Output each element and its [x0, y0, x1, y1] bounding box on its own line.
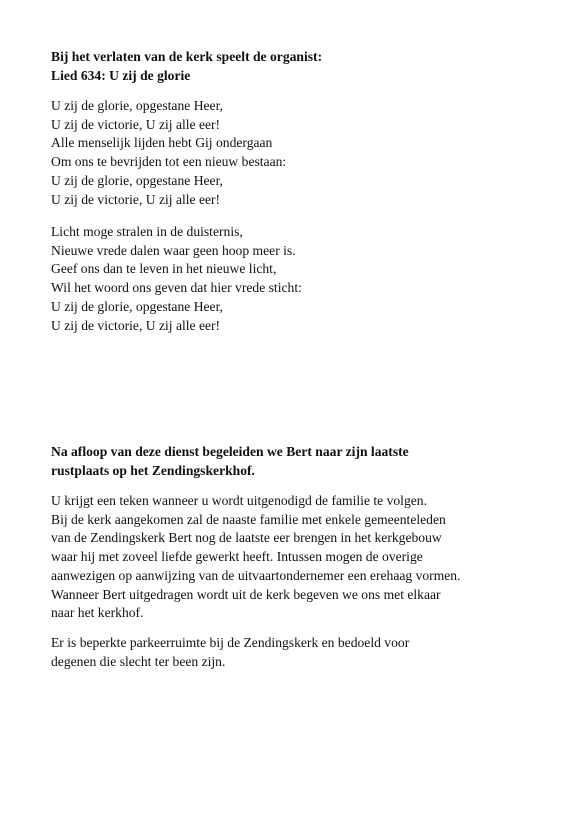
- paragraph-line: Er is beperkte parkeerruimte bij de Zendingskerk en bedoeld voor: [51, 635, 410, 650]
- paragraph-line: naar het kerkhof.: [51, 605, 144, 621]
- verse-line: U zij de victorie, U zij alle eer!: [51, 116, 221, 132]
- paragraph-line: waar hij met zoveel liefde gewerkt heeft. Intussen mogen de overige: [51, 549, 423, 565]
- verse-line: U zij de victorie, U zij alle eer!: [51, 191, 221, 207]
- verse-line: Alle menselijk lijden hebt Gij ondergaan: [51, 135, 273, 151]
- procession-paragraph: [51, 492, 461, 623]
- hymn-verse-1: [51, 97, 286, 209]
- verse-line: U zij de glorie, opgestane Heer,: [51, 172, 223, 188]
- paragraph-line: aanwezigen op aanwijzing van de uitvaartondernemer een erehaag vormen.: [51, 567, 461, 583]
- heading-line: Na afloop van deze dienst begeleiden we Bert naar zijn laatste: [51, 444, 409, 459]
- paragraph-line: degenen die slecht ter been zijn.: [51, 653, 226, 669]
- parking-paragraph: [51, 634, 409, 671]
- burial-heading: [51, 443, 409, 480]
- verse-line: U zij de glorie, opgestane Heer,: [51, 298, 223, 314]
- heading-line: Bij het verlaten van de kerk speelt de organist:: [51, 49, 323, 64]
- paragraph-line: van de Zendingskerk Bert nog de laatste eer brengen in het kerkgebouw: [51, 530, 442, 546]
- verse-line: Geef ons dan te leven in het nieuwe licht,: [51, 261, 277, 277]
- verse-line: Om ons te bevrijden tot een nieuw bestaan:: [51, 154, 287, 170]
- heading-line: rustplaats op het Zendingskerkhof.: [51, 462, 255, 478]
- verse-line: Nieuwe vrede dalen waar geen hoop meer is.: [51, 242, 296, 258]
- hymn-verse-2: [51, 223, 302, 335]
- verse-line: U zij de victorie, U zij alle eer!: [51, 317, 221, 333]
- paragraph-line: Bij de kerk aangekomen zal de naaste familie met enkele gemeenteleden: [51, 511, 446, 527]
- hymn-title: Lied 634: U zij de glorie: [51, 67, 191, 83]
- verse-line: Wil het woord ons geven dat hier vrede sticht:: [51, 280, 302, 296]
- paragraph-line: Wanneer Bert uitgedragen wordt uit de kerk begeven we ons met elkaar: [51, 586, 441, 602]
- paragraph-line: U krijgt een teken wanneer u wordt uitgenodigd de familie te volgen.: [51, 493, 427, 508]
- verse-line: U zij de glorie, opgestane Heer,: [51, 98, 223, 113]
- closing-music-heading: [51, 48, 322, 85]
- verse-line: Licht moge stralen in de duisternis,: [51, 224, 243, 239]
